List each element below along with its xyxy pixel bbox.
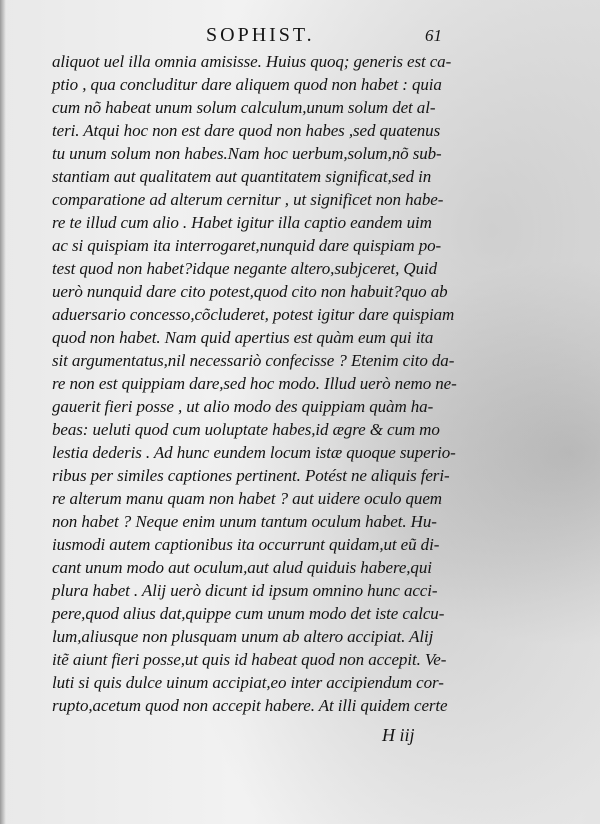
text-line: re alterum manu quam non habet ? aut uidere oculo quem: [52, 489, 442, 508]
text-line: ac si quispiam ita interrogaret,nunquid dare quispiam po-: [52, 236, 442, 255]
text-line: quod non habet. Nam quid apertius est quàm eum qui ita: [52, 328, 434, 347]
text-line: gauerit fieri posse , ut alio modo des quippiam quàm ha-: [52, 397, 434, 416]
text-line: teri. Atqui hoc non est dare quod non habes ,sed quatenus: [52, 121, 441, 140]
text-line: stantiam aut qualitatem aut quantitatem significat,sed in: [52, 167, 432, 186]
page-binding-shadow: [0, 0, 6, 824]
text-line: plura habet . Alij uerò dicunt id ipsum omnino hunc acci-: [52, 581, 438, 600]
body-text: [52, 50, 472, 717]
text-line: sit argumentatus,nil necessariò confecisse ? Etenim cito da-: [52, 351, 455, 370]
signature-mark: H iij: [382, 725, 415, 745]
text-line: lum,aliusque non plusquam unum ab altero accipiat. Alij: [52, 627, 434, 646]
text-line: aduersario concesso,cõcluderet, potest igitur dare quispiam: [52, 305, 455, 324]
page-number: 61: [425, 26, 442, 45]
text-line: ptio , qua concluditur dare aliquem quod non habet : quia: [52, 75, 442, 94]
text-line: comparatione ad alterum cernitur , ut significet non habe-: [52, 190, 444, 209]
text-line: uerò nunquid dare cito potest,quod cito non habuit?quo ab: [52, 282, 448, 301]
text-line: tu unum solum non habes.Nam hoc uerbum,solum,nõ sub-: [52, 144, 442, 163]
text-line: pere,quod alius dat,quippe cum unum modo det iste calcu-: [52, 604, 445, 623]
text-line: re non est quippiam dare,sed hoc modo. Illud uerò nemo ne-: [52, 374, 457, 393]
text-line: aliquot uel illa omnia amisisse. Huius quoq; generis est ca-: [52, 52, 452, 71]
text-line: test quod non habet?idque negante altero,subjceret, Quid: [52, 259, 438, 278]
text-line: itẽ aiunt fieri posse,ut quis id habeat quod non accepit. Ve-: [52, 650, 447, 669]
text-line: cant unum modo aut oculum,aut alud quiduis habere,qui: [52, 558, 432, 577]
running-title: SOPHIST.: [206, 24, 315, 46]
text-line: beas: ueluti quod cum uoluptate habes,id ægre & cum mo: [52, 420, 440, 439]
text-line: lestia dederis . Ad hunc eundem locum istæ quoque superio-: [52, 443, 456, 462]
text-line: luti si quis dulce uinum accipiat,eo inter accipiendum cor-: [52, 673, 444, 692]
text-line: iusmodi autem captionibus ita occurrunt quidam,ut eũ di-: [52, 535, 440, 554]
text-line: non habet ? Neque enim unum tantum oculum habet. Hu-: [52, 512, 437, 531]
text-line: ribus per similes captiones pertinent. Potést ne aliquis feri-: [52, 466, 450, 485]
text-line: cum nõ habeat unum solum calculum,unum solum det al-: [52, 98, 436, 117]
text-line: rupto,acetum quod non accepit habere. At illi quidem certe: [52, 696, 448, 715]
text-line: re te illud cum alio . Habet igitur illa captio eandem uim: [52, 213, 432, 232]
